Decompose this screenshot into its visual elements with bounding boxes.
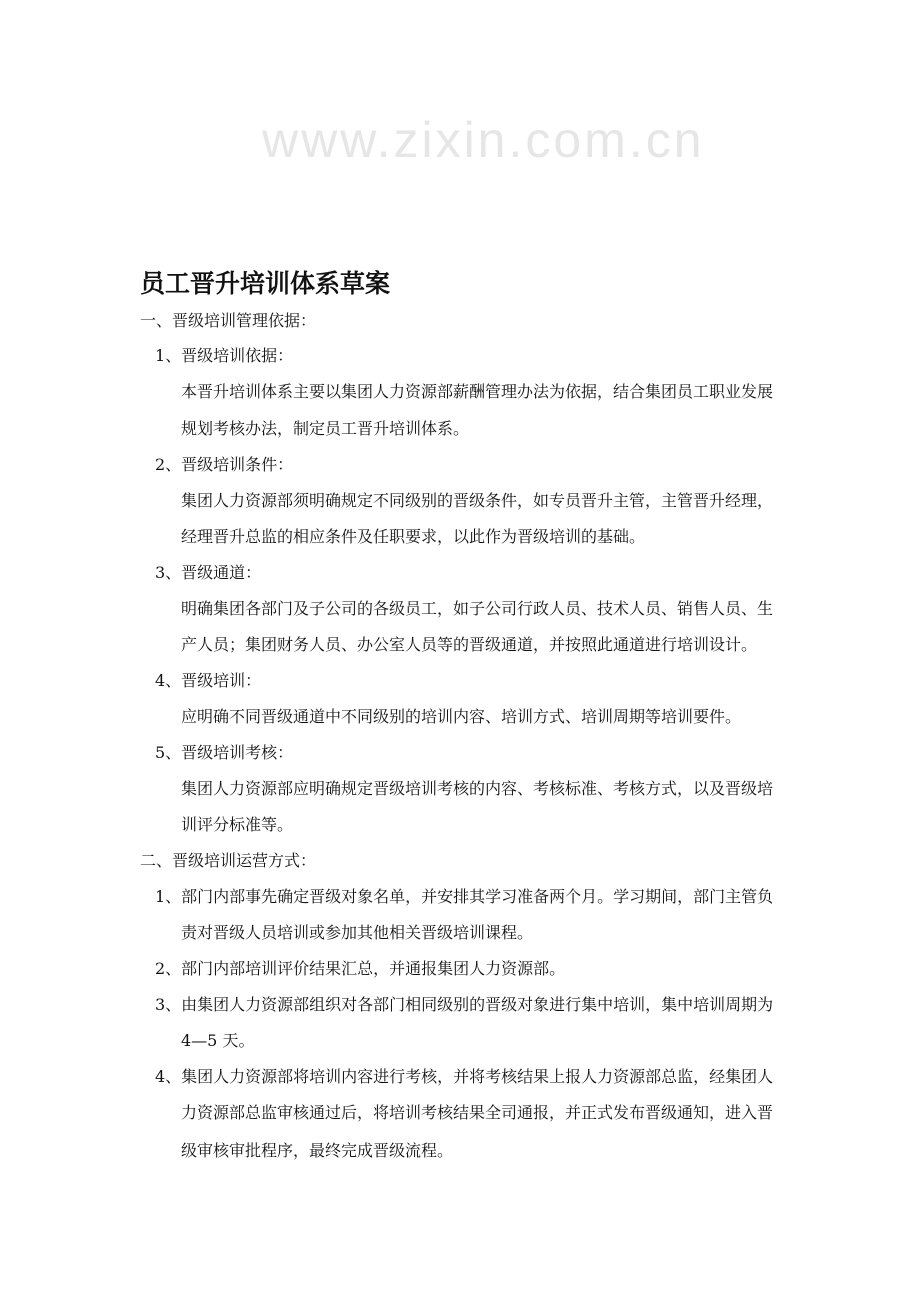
paragraph-line: 集团人力资源部应明确规定晋级培训考核的内容、考核标准、考核方式，以及晋级培 xyxy=(181,779,774,798)
item-label: 2、晋级培训条件： xyxy=(155,455,294,474)
paragraph-line: 规划考核办法，制定员工晋升培训体系。 xyxy=(181,419,470,438)
paragraph-line: 本晋升培训体系主要以集团人力资源部薪酬管理办法为依据，结合集团员工职业发展 xyxy=(181,382,774,401)
document-title: 员工晋升培训体系草案 xyxy=(140,269,391,298)
section-heading: 一、晋级培训管理依据： xyxy=(140,311,317,330)
paragraph-line: 产人员；集团财务人员、办公室人员等的晋级通道，并按照此通道进行培训设计。 xyxy=(181,635,758,654)
paragraph-line: 4—5 天。 xyxy=(181,1031,255,1050)
section-heading: 二、晋级培训运营方式： xyxy=(140,851,317,870)
item-label: 5、晋级培训考核： xyxy=(155,743,294,762)
paragraph-line: 3、由集团人力资源部组织对各部门相同级别的晋级对象进行集中培训，集中培训周期为 xyxy=(155,995,774,1014)
paragraph-line: 应明确不同晋级通道中不同级别的培训内容、培训方式、培训周期等培训要件。 xyxy=(181,707,742,726)
item-label: 3、晋级通道： xyxy=(155,563,262,582)
paragraph-line: 级审核审批程序，最终完成晋级流程。 xyxy=(181,1141,454,1160)
paragraph-line: 训评分标准等。 xyxy=(181,815,294,834)
item-label: 4、晋级培训： xyxy=(155,671,262,690)
paragraph-line: 2、部门内部培训评价结果汇总，并通报集团人力资源部。 xyxy=(155,959,566,978)
watermark: www.zixin.com.cn xyxy=(262,112,705,168)
paragraph-line: 经理晋升总监的相应条件及任职要求，以此作为晋级培训的基础。 xyxy=(181,527,646,546)
paragraph-line: 力资源部总监审核通过后，将培训考核结果全司通报，并正式发布晋级通知，进入晋 xyxy=(181,1103,774,1122)
paragraph-line: 明确集团各部门及子公司的各级员工，如子公司行政人员、技术人员、销售人员、生 xyxy=(181,599,774,618)
paragraph-line: 责对晋级人员培训或参加其他相关晋级培训课程。 xyxy=(181,923,534,942)
item-label: 1、晋级培训依据： xyxy=(155,346,294,365)
paragraph-line: 4、集团人力资源部将培训内容进行考核，并将考核结果上报人力资源部总监，经集团人 xyxy=(155,1067,774,1086)
paragraph-line: 集团人力资源部须明确规定不同级别的晋级条件，如专员晋升主管，主管晋升经理， xyxy=(181,491,774,510)
paragraph-line: 1、部门内部事先确定晋级对象名单，并安排其学习准备两个月。学习期间，部门主管负 xyxy=(155,887,774,906)
